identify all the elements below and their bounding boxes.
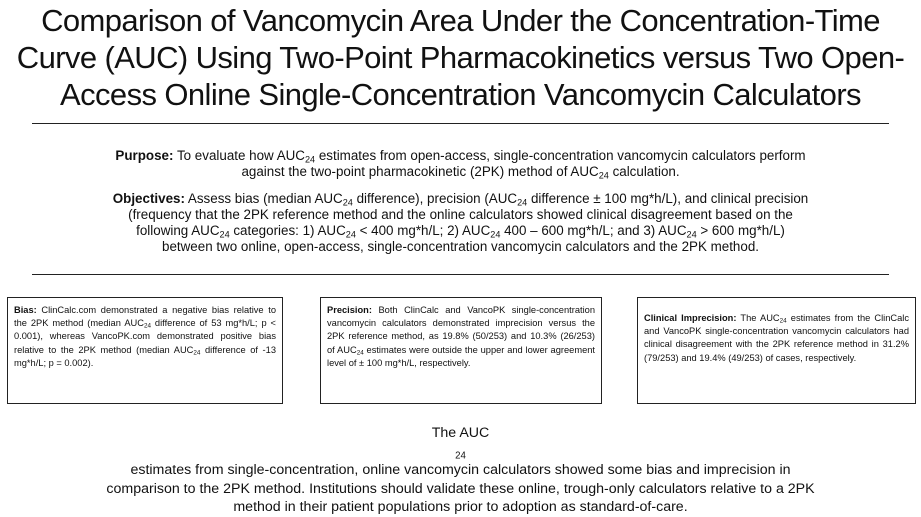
precision-text: estimates were outside the upper and lower agreement level of ± 100 mg*h/L, respectively. (327, 344, 595, 368)
precision-text: Both ClinCalc and VancoPK single-concentration vancomycin calculators demonstrated imprecision versus the 2PK reference method, as 19.8% (50/253) and 10.3% (26/253) of AUC (327, 305, 595, 355)
clinical-imprecision-label: Clinical Imprecision: (644, 313, 737, 323)
objectives-text: between two online, open-access, single-concentration vancomycin calculators and the 2PK method. (162, 239, 759, 254)
objectives-text: (frequency that the 2PK reference method and the online calculators showed clinical disagreement based on the (128, 207, 793, 222)
objectives-section (30, 191, 891, 255)
objectives-text: following AUC (136, 223, 220, 238)
bias-text: difference of 53 mg*h/L; p < 0.001), whereas VancoPK.com demonstrated positive bias relative to the 2PK method (median AUC (14, 318, 276, 355)
title-line: Access Online Single-Concentration Vancomycin Calculators (60, 77, 861, 112)
objectives-label: Objectives: (112, 191, 185, 206)
clinical-text: estimates from the ClinCalc and VancoPK single-concentration vancomycin calculators had clinical disagreement with the 2PK reference method in 31.2% (79/253) and 19.4% (49/253) of cases, respectively. (644, 313, 909, 363)
clinical-text: The AUC (736, 313, 780, 323)
objectives-text: < 400 mg*h/L; 2) AUC (355, 223, 491, 238)
subscript: 24 (686, 229, 697, 240)
objectives-text: > 600 mg*h/L) (696, 223, 785, 238)
subscript: 24 (304, 154, 316, 165)
conclusion-text: comparison to the 2PK method. Institutions should validate these online, trough-only calculators relative to a 2PK (106, 480, 815, 497)
objectives-text: 400 – 600 mg*h/L; and 3) AUC (500, 223, 687, 238)
middle-divider (32, 274, 889, 275)
conclusion (0, 424, 921, 517)
bias-box (7, 297, 283, 404)
clinical-imprecision-box (637, 297, 916, 404)
purpose-text: against the two-point pharmacokinetic (2PK) method of AUC (241, 164, 599, 179)
subscript: 24 (598, 170, 609, 181)
subscript: 24 (779, 317, 787, 325)
objectives-text: difference), precision (AUC (352, 191, 518, 206)
precision-label: Precision: (327, 305, 372, 315)
subscript: 24 (143, 322, 151, 330)
purpose-section (30, 148, 891, 180)
subscript: 24 (193, 349, 201, 357)
purpose-text: estimates from open-access, single-concentration vancomycin calculators perform (315, 148, 806, 163)
subscript: 24 (219, 229, 230, 240)
top-divider (32, 123, 889, 124)
objectives-text: categories: 1) AUC (229, 223, 346, 238)
purpose-label: Purpose: (115, 148, 174, 163)
bias-label: Bias: (14, 305, 37, 315)
title-line: Curve (AUC) Using Two-Point Pharmacokinetics versus Two Open- (16, 40, 905, 75)
conclusion-text: The AUC (431, 425, 490, 441)
objectives-text: Assess bias (median AUC (184, 191, 343, 206)
subscript: 24 (342, 197, 353, 208)
subscript: 24 (345, 229, 356, 240)
subscript: 24 (455, 449, 466, 461)
purpose-text: To evaluate how AUC (173, 148, 305, 163)
purpose-text: calculation. (608, 164, 680, 179)
bias-text: difference of -13 mg*h/L; p = 0.002). (14, 344, 276, 368)
conclusion-text: method in their patient populations prior to adoption as standard-of-care. (233, 499, 688, 515)
conclusion-text: estimates from single-concentration, online vancomycin calculators showed some bias and imprecision in (130, 462, 791, 478)
precision-box (320, 297, 602, 404)
subscript: 24 (356, 349, 364, 357)
page-title (0, 2, 921, 113)
title-line: Comparison of Vancomycin Area Under the Concentration-Time (41, 3, 880, 38)
objectives-text: difference ± 100 mg*h/L), and clinical precision (527, 191, 809, 206)
subscript: 24 (517, 197, 528, 208)
subscript: 24 (490, 229, 501, 240)
bias-text: ClinCalc.com demonstrated a negative bias relative to the 2PK method (median AUC (14, 305, 276, 329)
